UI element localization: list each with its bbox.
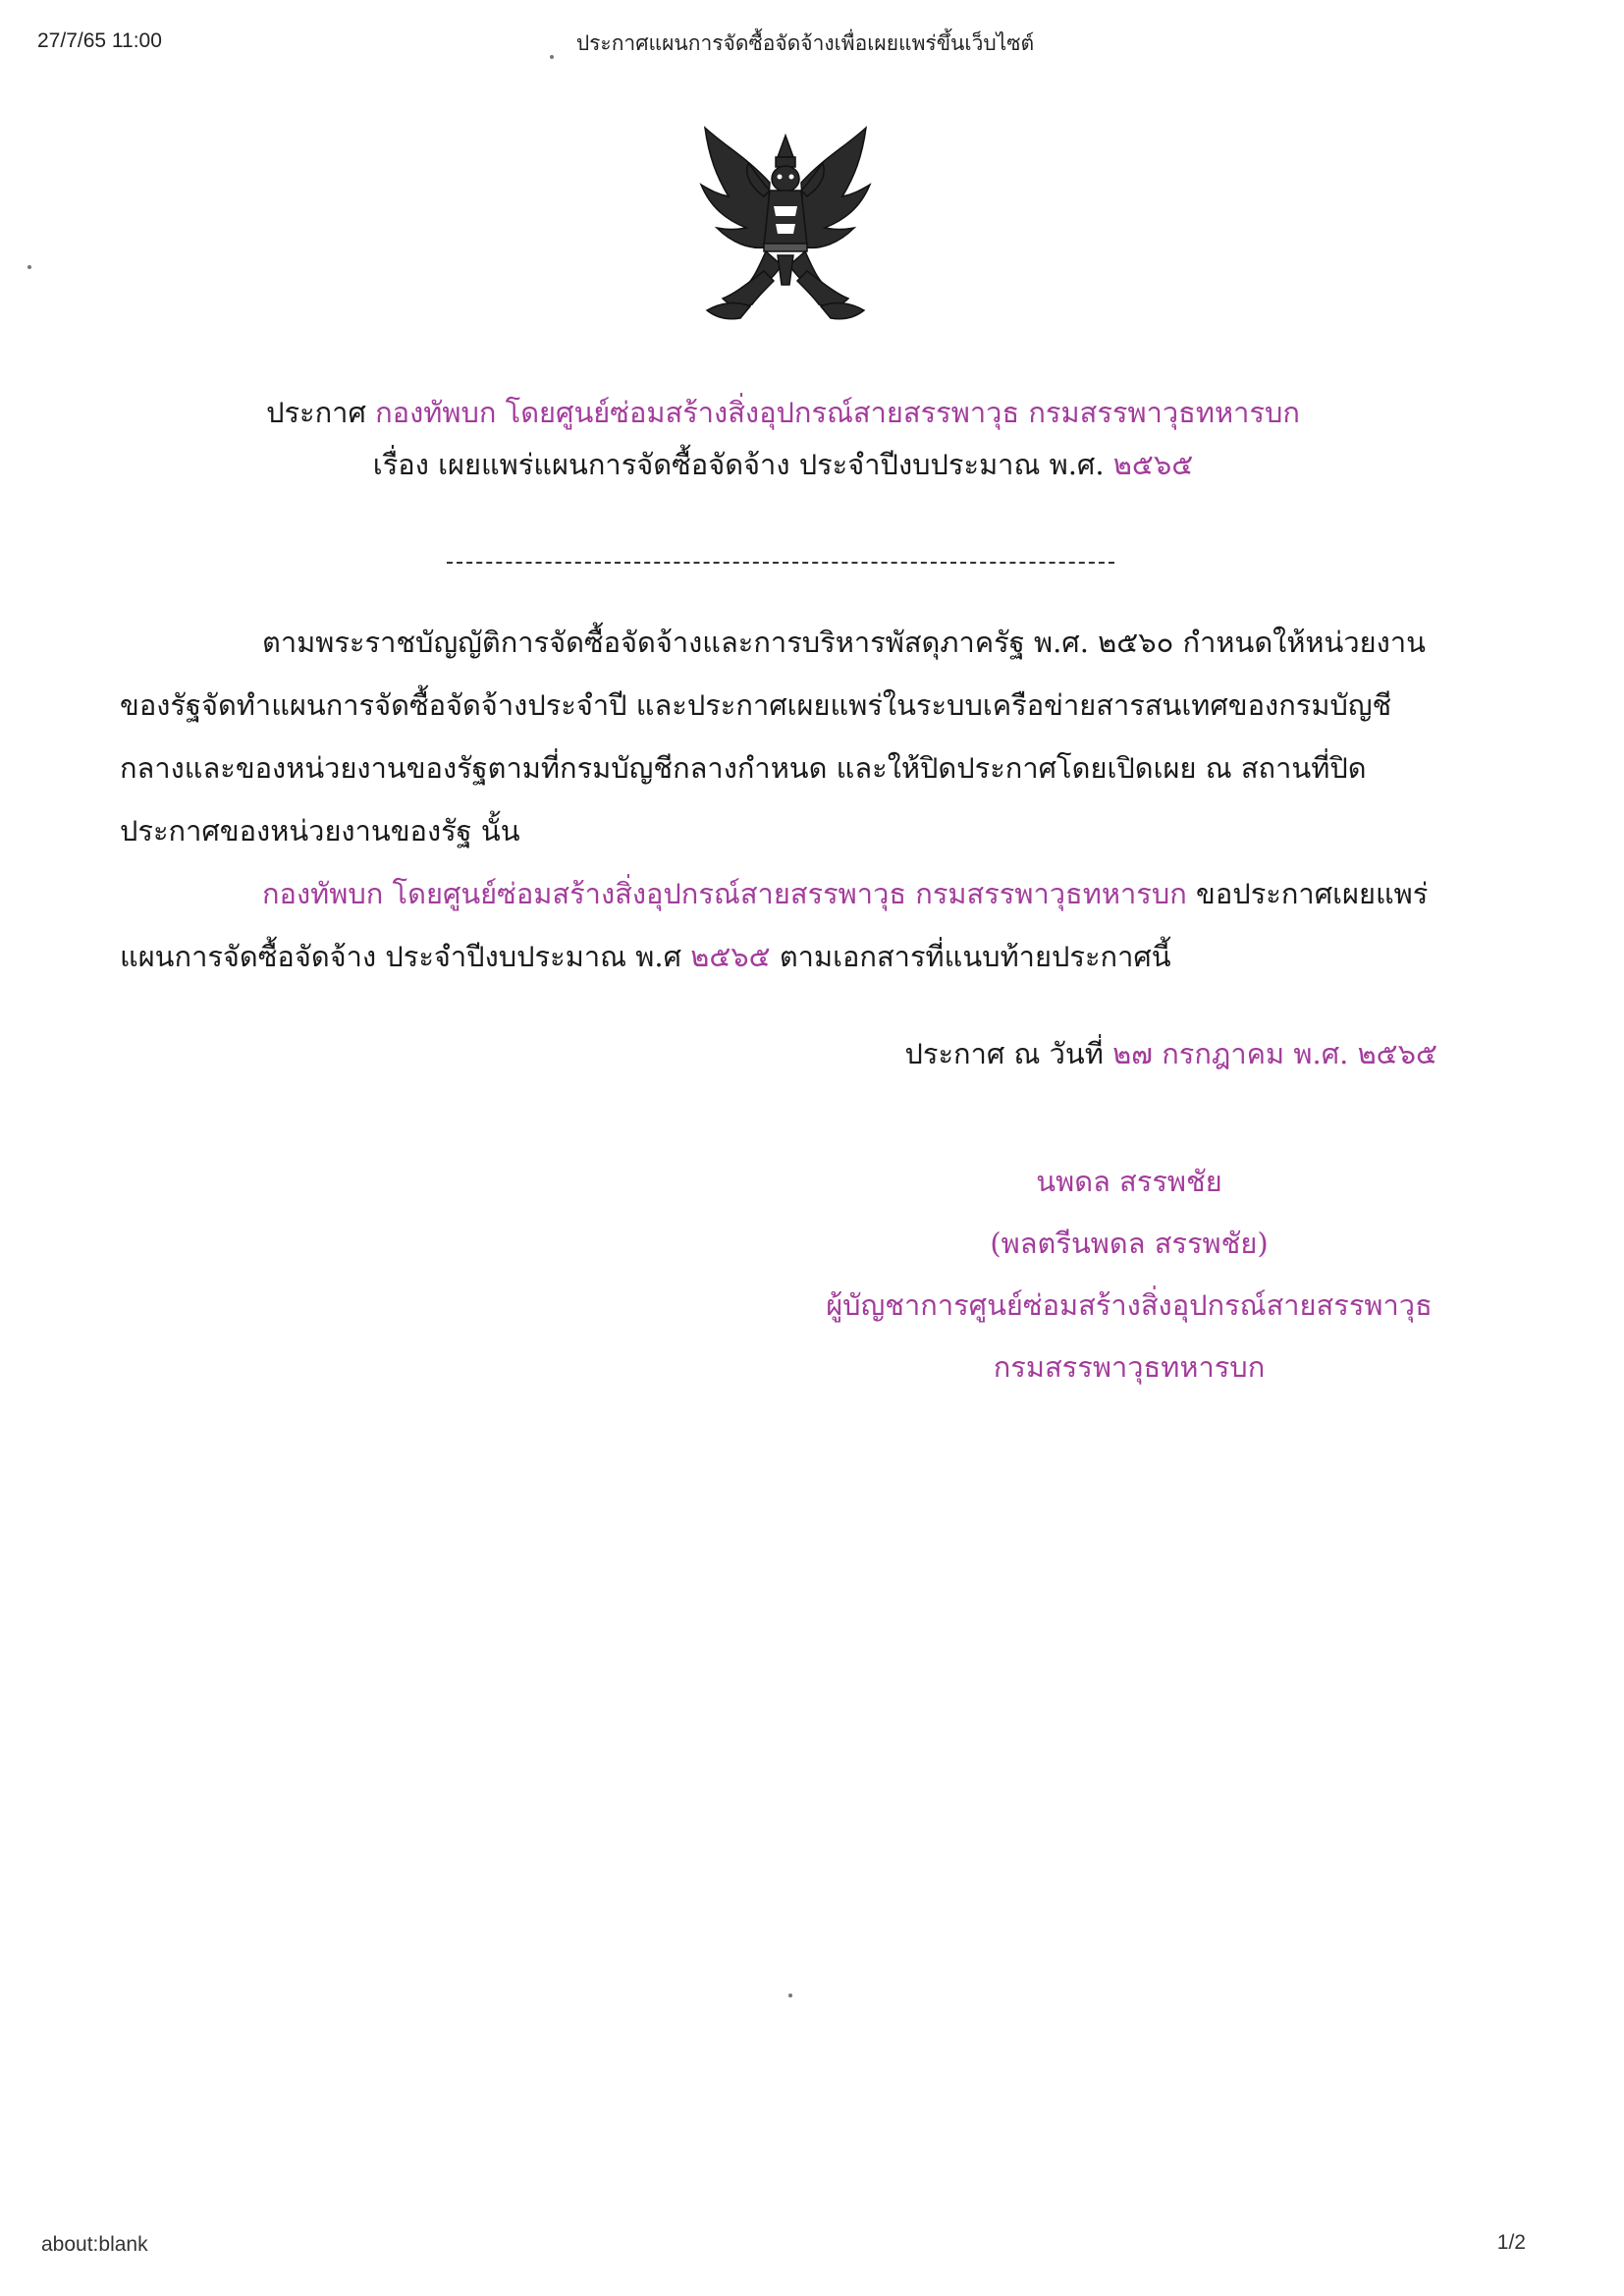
- announcement-title: [118, 393, 1448, 496]
- scan-speck: [550, 55, 554, 59]
- body-paragraph-2: [120, 862, 1440, 988]
- signer-position: ผู้บัญชาการศูนย์ซ่อมสร้างสิ่งอุปกรณ์สายสรรพาวุธ: [826, 1288, 1433, 1322]
- print-footer-url: about:blank: [41, 2233, 148, 2256]
- signer-full-name: (พลตรีนพดล สรรพชัย): [990, 1227, 1269, 1260]
- scan-speck: [27, 265, 31, 269]
- print-datetime: 27/7/65 11:00: [37, 29, 162, 52]
- announcement-date: [904, 1031, 1437, 1076]
- garuda-emblem-icon: [668, 118, 903, 339]
- body-paragraph-2-agency: กองทัพบก โดยศูนย์ซ่อมสร้างสิ่งอุปกรณ์สายสรรพาวุธ กรมสรรพาวุธทหารบก: [262, 877, 1187, 910]
- scan-speck: [788, 1994, 792, 1997]
- announcement-prefix: ประกาศ: [266, 396, 366, 429]
- body-paragraph-2-end: ตามเอกสารที่แนบท้ายประกาศนี้: [770, 940, 1171, 973]
- body-paragraph-1: ตามพระราชบัญญัติการจัดซื้อจัดจ้างและการบริหารพัสดุภาครัฐ พ.ศ. ๒๕๖๐ กำหนดให้หน่วยงานของรัฐจัดทำแผนการจัดซื้อจัดจ้างประจำปี และประกาศเผยแพร่ในระบบเครือข่ายสารสนเทศของกรมบัญชีกลางและของหน่วยงานของรัฐตามที่กรมบัญชีกลางกำหนด และให้ปิดประกาศโดยเปิดเผย ณ สถานที่ปิดประกาศของหน่วยงานของรัฐ นั้น: [120, 626, 1426, 847]
- date-value: ๒๗ กรกฎาคม พ.ศ. ๒๕๖๕: [1112, 1037, 1437, 1070]
- announcement-agency: กองทัพบก โดยศูนย์ซ่อมสร้างสิ่งอุปกรณ์สายสรรพาวุธ กรมสรรพาวุธทหารบก: [375, 396, 1300, 429]
- announcement-subject-year: ๒๕๖๕: [1112, 447, 1194, 481]
- print-page-title: ประกาศแผนการจัดซื้อจัดจ้างเพื่อเผยแพร่ขึ้นเว็บไซต์: [575, 32, 1035, 55]
- print-footer-page: 1/2: [1496, 2231, 1526, 2254]
- body-paragraph-2-year: ๒๕๖๕: [690, 940, 771, 973]
- body-paragraph-2-text: ขอประกาศเผยแพร่แผนการจัดซื้อจัดจ้าง ประจำปีงบประมาณ พ.ศ: [120, 877, 1429, 973]
- title-divider: [447, 562, 1114, 564]
- signed-name: นพดล สรรพชัย: [1036, 1165, 1222, 1198]
- date-prefix: ประกาศ ณ วันที่: [904, 1037, 1113, 1070]
- signer-department: กรมสรรพาวุธทหารบก: [993, 1350, 1266, 1384]
- announcement-body: [120, 611, 1440, 988]
- signature-block: [785, 1151, 1473, 1398]
- announcement-subject: เรื่อง เผยแพร่แผนการจัดซื้อจัดจ้าง ประจำปีงบประมาณ พ.ศ.: [372, 447, 1105, 481]
